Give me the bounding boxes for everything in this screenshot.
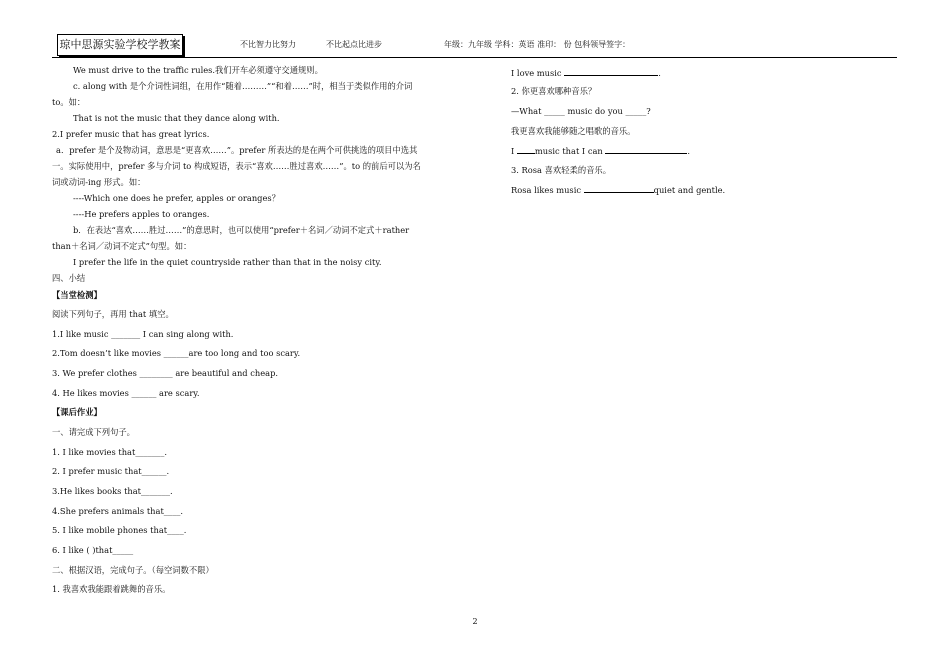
text-line: ----He prefers apples to oranges. — [73, 209, 210, 219]
text-line: 词或动词-ing 形式。如： — [52, 177, 146, 187]
answer-blank[interactable] — [584, 184, 654, 193]
text-line: ----Which one does he prefer, apples or oranges？ — [73, 193, 280, 203]
exercise-item: 1.I like music _______ I can sing along with. — [52, 329, 234, 339]
instruction: 二、根据汉语，完成句子。（每空词数不限） — [52, 565, 214, 575]
exercise-item: 我更喜欢我能够随之唱歌的音乐。 — [511, 126, 636, 136]
text-line: to。如： — [52, 97, 86, 107]
school-title-box: 琼中思源实验学校学教案 — [57, 34, 183, 56]
item-text: music that I can — [534, 146, 606, 156]
item-text: I love music — [511, 68, 562, 78]
exercise-item — [511, 67, 661, 79]
instruction: 阅读下列句子，再用 that 填空。 — [52, 309, 174, 319]
exercise-item: 2. 你更喜欢哪种音乐？ — [511, 86, 597, 96]
motto-1: 不比智力比努力 — [240, 40, 296, 49]
exercise-item: 2. I prefer music that______. — [52, 466, 170, 476]
text-line: 一。实际使用中，prefer 多与介词 to 构成短语，表示“喜欢……胜过喜欢……”。to 的前后可以为名 — [52, 161, 421, 171]
text-line: We must drive to the traffic rules.我们开车必须遵守交通规则。 — [73, 65, 323, 75]
item-text: . — [687, 146, 691, 156]
exercise-item: 1. I like movies that_______. — [52, 447, 167, 457]
exercise-item: —What _____ music do you _____? — [511, 106, 651, 116]
page-number: 2 — [472, 617, 478, 626]
exercise-item: 6. I like ( )that_____ — [52, 545, 134, 555]
text-line: 2.I prefer music that has great lyrics. — [52, 129, 210, 139]
section-heading: 四、小结 — [52, 273, 86, 283]
item-text: . — [658, 68, 661, 78]
section-heading: 【当堂检测】 — [52, 290, 102, 300]
item-text: Rosa likes music — [511, 185, 584, 195]
header-rule — [52, 57, 897, 58]
answer-blank[interactable] — [605, 145, 687, 154]
text-line: b．在表达“喜欢……胜过……”的意思时，也可以使用“prefer＋名词／动词不定式＋rather — [73, 225, 410, 235]
answer-blank[interactable] — [564, 67, 658, 76]
exercise-item: 1. 我喜欢我能跟着跳舞的音乐。 — [52, 584, 171, 594]
exercise-item: 2.Tom doesn’t like movies ______are too long and too scary. — [52, 348, 301, 358]
text-line: I prefer the life in the quiet countryside rather than that in the noisy city. — [73, 257, 382, 267]
section-heading: 【课后作业】 — [52, 407, 102, 417]
exercise-item: 4. He likes movies ______ are scary. — [52, 388, 200, 398]
exercise-item: 3. Rosa 喜欢轻柔的音乐。 — [511, 165, 612, 175]
item-text: quiet and gentle. — [653, 185, 726, 195]
text-line: That is not the music that they dance along with. — [73, 113, 280, 123]
exercise-item: 3.He likes books that_______. — [52, 486, 173, 496]
exercise-item — [511, 184, 725, 196]
text-line: a．prefer 是个及物动词，意思是“更喜欢……”。prefer 所表达的是在两个可供挑选的项目中选其 — [56, 145, 418, 155]
answer-blank[interactable] — [517, 145, 535, 154]
exercise-item: 4.She prefers animals that____. — [52, 506, 184, 516]
header-meta: 年级：九年级 学科：英语 准印： 份 包科领导签字： — [444, 40, 631, 49]
item-text: I — [511, 146, 517, 156]
exercise-item: 5. I like mobile phones that____. — [52, 525, 187, 535]
text-line: c. along with 是个介词性词组，在用作“随着………”“和着……”时，相当于类似作用的介词 — [73, 81, 413, 91]
text-line: than＋名词／动词不定式”句型。如： — [52, 241, 192, 251]
exercise-item: 3. We prefer clothes ________ are beautiful and cheap. — [52, 368, 279, 378]
exercise-item — [511, 145, 690, 157]
motto-2: 不比起点比进步 — [326, 40, 382, 49]
instruction: 一、请完成下列句子。 — [52, 427, 135, 437]
